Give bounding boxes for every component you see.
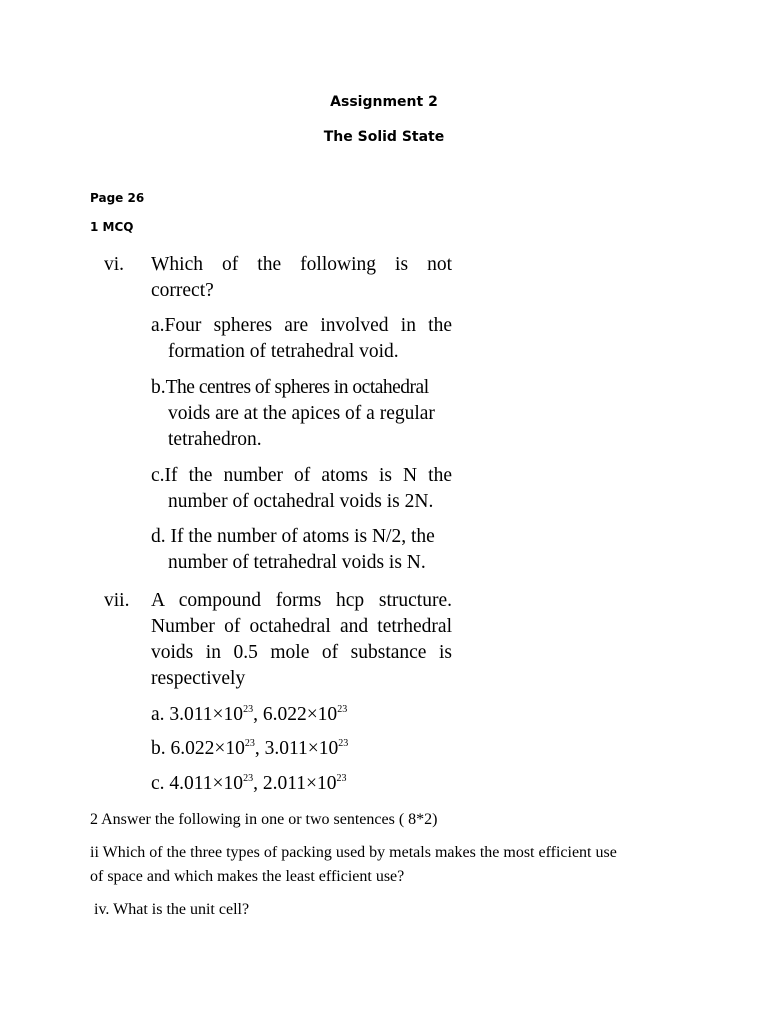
subject-title: The Solid State	[323, 129, 445, 145]
stem-line: Which of the following is not	[151, 254, 452, 275]
stem-line: correct?	[151, 280, 214, 301]
assignment-title: Assignment 2	[330, 94, 438, 110]
question-line: ii Which of the three types of packing used by metals makes the most efficient use	[90, 844, 617, 861]
option-line: If the number of atoms is N/2, the	[170, 526, 435, 547]
option-letter: b.	[151, 738, 166, 759]
stem-line: voids in 0.5 mole of substance is	[151, 642, 452, 663]
question-vi-stem	[151, 252, 452, 304]
option-line: voids are at the apices of a regular	[168, 403, 435, 424]
option-value: 3.011×10	[169, 704, 244, 725]
separator: ,	[253, 773, 263, 794]
option-line: Four spheres are involved in the	[164, 315, 452, 336]
option-letter: a.	[151, 704, 165, 725]
option-line: number of octahedral voids is 2N.	[168, 491, 434, 512]
exponent: 23	[243, 773, 254, 784]
option-line: formation of tetrahedral void.	[168, 341, 399, 362]
question-number-vi: vi.	[104, 254, 125, 275]
option-vi-b	[151, 375, 452, 453]
option-value: 4.011×10	[169, 773, 244, 794]
separator: ,	[253, 704, 263, 725]
option-letter: c.	[151, 465, 165, 486]
section-mcq-label: 1 MCQ	[90, 220, 134, 234]
option-line: number of tetrahedral voids is N.	[168, 552, 426, 573]
stem-line: A compound forms hcp structure.	[151, 590, 452, 611]
option-vi-c	[151, 463, 452, 515]
option-value: 6.022×10	[170, 738, 245, 759]
section2-heading: 2 Answer the following in one or two sentences ( 8*2)	[90, 811, 438, 828]
option-vi-a	[151, 313, 452, 365]
question-iv: iv. What is the unit cell?	[90, 901, 250, 918]
option-value: 6.022×10	[262, 704, 338, 725]
question-ii	[90, 841, 680, 889]
page-label: Page 26	[90, 191, 145, 205]
option-vii-b	[151, 736, 348, 762]
option-letter: d.	[151, 526, 166, 547]
option-line: If the number of atoms is N the	[164, 465, 452, 486]
option-letter: a.	[151, 315, 165, 336]
exponent: 23	[244, 738, 255, 749]
option-letter: b.	[151, 377, 166, 398]
option-vii-a	[151, 702, 347, 728]
question-line: of space and which makes the least efficient use?	[90, 868, 405, 885]
exponent: 23	[338, 738, 349, 749]
option-vi-d	[151, 524, 452, 576]
option-value: 3.011×10	[264, 738, 339, 759]
exponent: 23	[337, 704, 348, 715]
option-line: tetrahedron.	[168, 429, 262, 450]
question-vii-stem	[151, 588, 452, 692]
stem-line: Number of octahedral and tetrhedral	[151, 616, 452, 637]
question-number-vii: vii.	[104, 590, 130, 611]
option-value: 2.011×10	[262, 773, 337, 794]
stem-line: respectively	[151, 668, 246, 689]
exponent: 23	[243, 704, 254, 715]
option-letter: c.	[151, 773, 165, 794]
option-line: The centres of spheres in octahedral	[165, 377, 429, 398]
separator: ,	[254, 738, 265, 759]
exponent: 23	[336, 773, 347, 784]
option-vii-c	[151, 771, 346, 797]
